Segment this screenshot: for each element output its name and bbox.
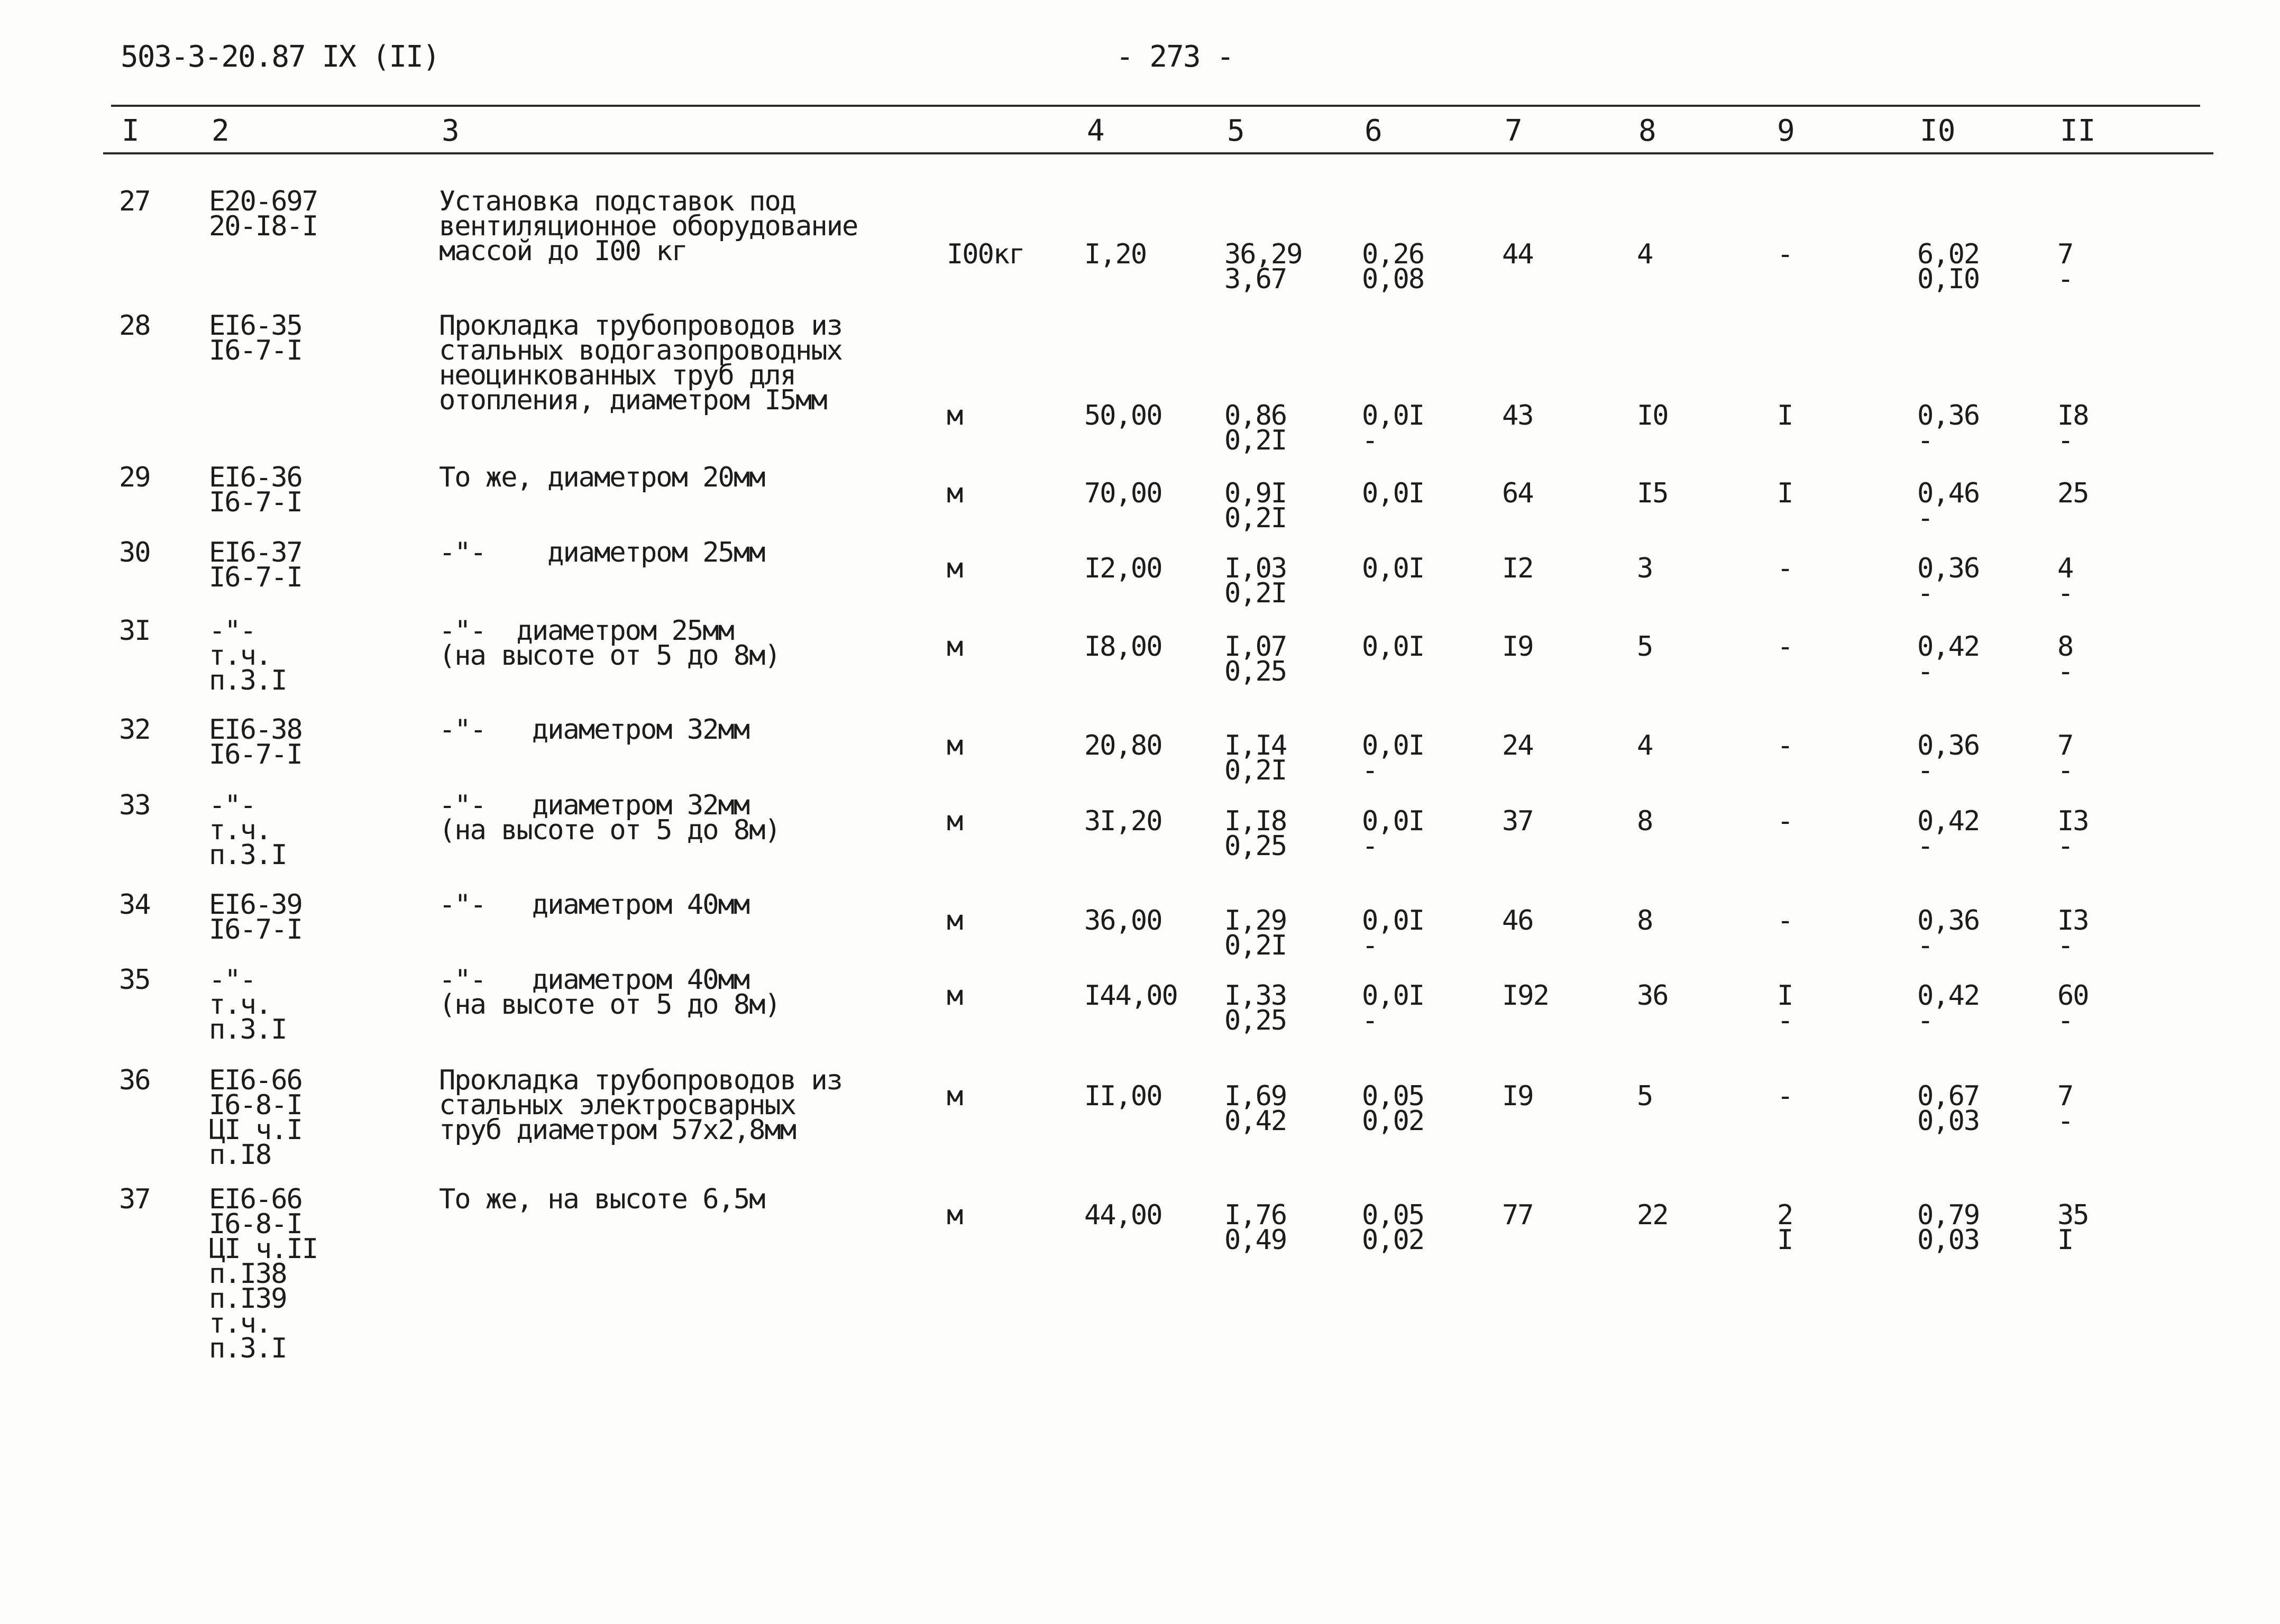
row-number: 32 [119, 714, 150, 746]
col-9-value: - [1777, 631, 1793, 663]
row-number: 33 [119, 790, 150, 821]
quantity: 44,00 [1084, 1199, 1162, 1231]
unit: м [947, 400, 963, 432]
col-9-value: - [1777, 805, 1793, 837]
col-8-value: I0 [1637, 400, 1668, 432]
document-code: 503-3-20.87 IX (II) [121, 40, 439, 74]
col-6-value: 0,0I [1362, 478, 1424, 509]
col-8-value: I5 [1637, 478, 1668, 509]
table-top-rule [111, 105, 2200, 107]
col-10-value: 0,46 - [1917, 478, 1980, 534]
unit: I00кг [947, 238, 1024, 270]
col-5-value: I,I8 0,25 [1224, 805, 1287, 862]
unit: м [947, 805, 963, 837]
row-number: 29 [119, 462, 150, 493]
col-10-value: 0,36 - [1917, 400, 1980, 456]
quantity: I2,00 [1084, 553, 1162, 584]
col-7-value: 24 [1502, 730, 1533, 761]
col-5-value: I,07 0,25 [1224, 631, 1287, 687]
work-description: Прокладка трубопроводов из стальных электросварных труб диаметром 57х2,8мм [439, 1065, 842, 1146]
col-7-value: 43 [1502, 400, 1533, 432]
col-8-value: 8 [1637, 905, 1653, 937]
col-8-value: 22 [1637, 1199, 1668, 1231]
col-11-value: I8 - [2057, 400, 2089, 456]
norm-code: EI6-38 I6-7-I [209, 714, 302, 770]
norm-code: -"- т.ч. п.3.I [209, 790, 287, 871]
work-description: -"- диаметром 40мм [439, 889, 749, 921]
col-5-value: I,76 0,49 [1224, 1199, 1287, 1256]
unit: м [947, 1199, 963, 1231]
column-header: 8 [1638, 114, 1656, 148]
table-header-rule [103, 152, 2213, 154]
col-9-value: - [1777, 238, 1793, 270]
col-5-value: I,69 0,42 [1224, 1080, 1287, 1137]
col-5-value: I,33 0,25 [1224, 980, 1287, 1036]
unit: м [947, 730, 963, 761]
col-7-value: I9 [1502, 1080, 1533, 1112]
unit: м [947, 905, 963, 937]
column-header: 9 [1777, 114, 1795, 148]
row-number: 36 [119, 1065, 150, 1096]
column-header: 7 [1505, 114, 1523, 148]
column-header: 3 [442, 114, 460, 148]
norm-code: EI6-66 I6-8-I ЦI ч.I п.I8 [209, 1065, 302, 1171]
column-header: 5 [1227, 114, 1245, 148]
work-description: То же, диаметром 20мм [439, 462, 765, 493]
col-5-value: I,29 0,2I [1224, 905, 1287, 961]
work-description: -"- диаметром 32мм [439, 714, 749, 746]
col-10-value: 0,36 - [1917, 553, 1980, 609]
col-6-value: 0,0I - [1362, 905, 1424, 961]
norm-code: EI6-36 I6-7-I [209, 462, 302, 518]
col-11-value: 60 - [2057, 980, 2089, 1036]
work-description: -"- диаметром 25мм (на высоте от 5 до 8м) [439, 615, 780, 672]
col-10-value: 6,02 0,I0 [1917, 238, 1980, 295]
row-number: 30 [119, 537, 150, 568]
column-header: I [122, 114, 140, 148]
col-11-value: 7 - [2057, 238, 2073, 295]
unit: м [947, 553, 963, 584]
col-8-value: 5 [1637, 631, 1653, 663]
column-header: I0 [1920, 114, 1956, 148]
col-10-value: 0,79 0,03 [1917, 1199, 1980, 1256]
col-6-value: 0,0I - [1362, 980, 1424, 1036]
col-6-value: 0,0I [1362, 553, 1424, 584]
quantity: 70,00 [1084, 478, 1162, 509]
col-9-value: - [1777, 1080, 1793, 1112]
col-5-value: 36,29 3,67 [1224, 238, 1302, 295]
col-7-value: 64 [1502, 478, 1533, 509]
row-number: 35 [119, 964, 150, 996]
column-header: 2 [212, 114, 230, 148]
col-6-value: 0,0I - [1362, 805, 1424, 862]
col-9-value: 2 I [1777, 1199, 1793, 1256]
col-10-value: 0,42 - [1917, 631, 1980, 687]
norm-code: -"- т.ч. п.3.I [209, 615, 287, 696]
col-5-value: 0,9I 0,2I [1224, 478, 1287, 534]
col-6-value: 0,0I - [1362, 400, 1424, 456]
col-6-value: 0,05 0,02 [1362, 1080, 1424, 1137]
col-7-value: 44 [1502, 238, 1533, 270]
col-11-value: I3 - [2057, 805, 2089, 862]
col-11-value: 7 - [2057, 1080, 2073, 1137]
quantity: I8,00 [1084, 631, 1162, 663]
col-8-value: 36 [1637, 980, 1668, 1012]
col-6-value: 0,0I [1362, 631, 1424, 663]
quantity: 50,00 [1084, 400, 1162, 432]
row-number: 28 [119, 310, 150, 342]
col-11-value: 8 - [2057, 631, 2073, 687]
work-description: -"- диаметром 25мм [439, 537, 765, 568]
col-10-value: 0,42 - [1917, 805, 1980, 862]
quantity: I44,00 [1084, 980, 1177, 1012]
quantity: 20,80 [1084, 730, 1162, 761]
col-6-value: 0,26 0,08 [1362, 238, 1424, 295]
col-10-value: 0,67 0,03 [1917, 1080, 1980, 1137]
col-11-value: 4 - [2057, 553, 2073, 609]
col-8-value: 4 [1637, 238, 1653, 270]
page-number: - 273 - [1116, 40, 1234, 74]
col-10-value: 0,42 - [1917, 980, 1980, 1036]
col-9-value: I [1777, 400, 1793, 432]
norm-code: EI6-37 I6-7-I [209, 537, 302, 593]
column-header: II [2060, 114, 2096, 148]
col-7-value: 37 [1502, 805, 1533, 837]
col-8-value: 8 [1637, 805, 1653, 837]
col-8-value: 5 [1637, 1080, 1653, 1112]
norm-code: EI6-39 I6-7-I [209, 889, 302, 946]
row-number: 27 [119, 186, 150, 217]
row-number: 34 [119, 889, 150, 921]
norm-code: EI6-35 I6-7-I [209, 310, 302, 366]
col-11-value: 35 I [2057, 1199, 2089, 1256]
col-7-value: I2 [1502, 553, 1533, 584]
quantity: II,00 [1084, 1080, 1162, 1112]
col-9-value: I [1777, 478, 1793, 509]
norm-code: -"- т.ч. п.3.I [209, 964, 287, 1045]
row-number: 3I [119, 615, 150, 647]
col-9-value: - [1777, 905, 1793, 937]
col-9-value: I - [1777, 980, 1793, 1036]
quantity: 36,00 [1084, 905, 1162, 937]
quantity: I,20 [1084, 238, 1147, 270]
work-description: Прокладка трубопроводов из стальных водогазопроводных неоцинкованных труб для отопления, диаметром I5мм [439, 310, 842, 416]
col-6-value: 0,05 0,02 [1362, 1199, 1424, 1256]
col-7-value: I9 [1502, 631, 1533, 663]
unit: м [947, 1080, 963, 1112]
work-description: -"- диаметром 32мм (на высоте от 5 до 8м) [439, 790, 780, 846]
col-8-value: 4 [1637, 730, 1653, 761]
unit: м [947, 980, 963, 1012]
col-5-value: 0,86 0,2I [1224, 400, 1287, 456]
col-10-value: 0,36 - [1917, 730, 1980, 786]
norm-code: EI6-66 I6-8-I ЦI ч.II п.I38 п.I39 т.ч. п.3.I [209, 1183, 318, 1364]
work-description: Установка подставок под вентиляционное оборудование массой до I00 кг [439, 186, 858, 267]
col-8-value: 3 [1637, 553, 1653, 584]
unit: м [947, 631, 963, 663]
col-11-value: 7 - [2057, 730, 2073, 786]
col-9-value: - [1777, 730, 1793, 761]
col-9-value: - [1777, 553, 1793, 584]
col-7-value: I92 [1502, 980, 1549, 1012]
col-11-value: 25 [2057, 478, 2089, 509]
unit: м [947, 478, 963, 509]
quantity: 3I,20 [1084, 805, 1162, 837]
col-5-value: I,03 0,2I [1224, 553, 1287, 609]
work-description: То же, на высоте 6,5м [439, 1183, 765, 1215]
row-number: 37 [119, 1183, 150, 1215]
col-7-value: 77 [1502, 1199, 1533, 1231]
column-header: 6 [1365, 114, 1382, 148]
col-10-value: 0,36 - [1917, 905, 1980, 961]
norm-code: E20-697 20-I8-I [209, 186, 318, 242]
col-11-value: I3 - [2057, 905, 2089, 961]
col-6-value: 0,0I - [1362, 730, 1424, 786]
column-header: 4 [1087, 114, 1105, 148]
col-5-value: I,I4 0,2I [1224, 730, 1287, 786]
col-7-value: 46 [1502, 905, 1533, 937]
work-description: -"- диаметром 40мм (на высоте от 5 до 8м) [439, 964, 780, 1021]
